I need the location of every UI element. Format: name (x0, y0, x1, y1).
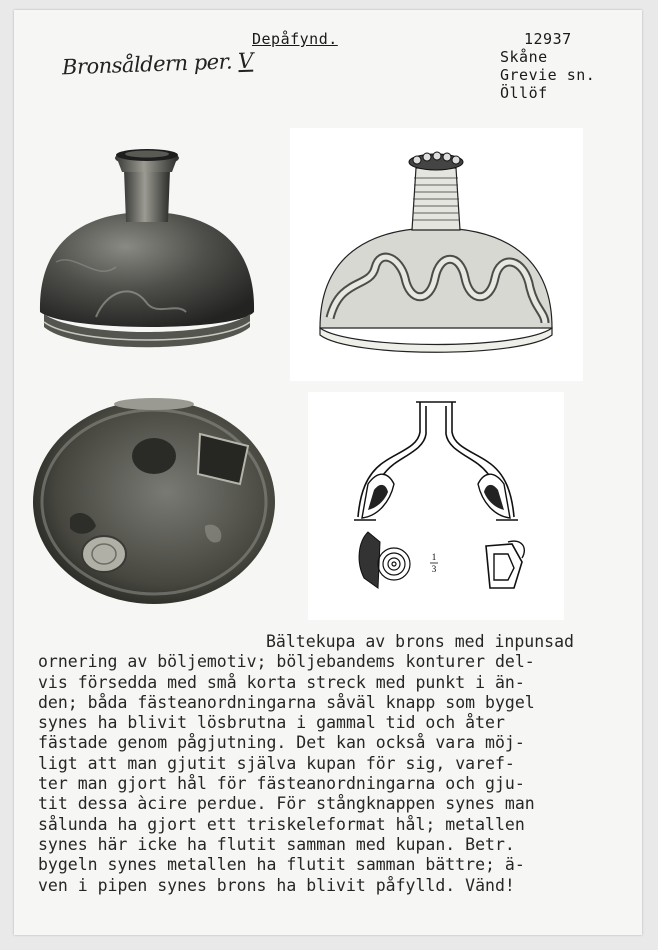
cross-section-drawing (308, 392, 564, 620)
engraving-side-view (290, 128, 583, 381)
scale-numerator: 1 (431, 552, 437, 562)
description-line: ter man gjort hål för fästeanordningarna och gju- (38, 774, 525, 794)
description-line: tit dessa àcire perdue. För stångknappen synes man (38, 794, 535, 814)
site-name: Öllöf (500, 84, 548, 102)
photo-side-view (36, 142, 258, 374)
card-title: Depåfynd. (252, 30, 338, 48)
period-numeral: V (237, 48, 254, 74)
description-text (38, 632, 638, 896)
description-line: vis försedda med små korta streck med punkt i än- (38, 672, 525, 692)
description-line: ornering av böljemotiv; böljebandems konturer del- (38, 652, 535, 672)
description-line: bygeln synes metallen ha flutit samman bättre; ä- (38, 855, 525, 875)
description-line: den; båda fästeanordningarna såväl knapp som bygel (38, 692, 535, 712)
catalog-info (500, 30, 595, 102)
parish: Grevie sn. (500, 66, 596, 84)
description-line: synes här icke ha flutit samman med kupan. Betr. (38, 834, 515, 854)
catalog-number: 12937 (524, 30, 572, 48)
province: Skåne (500, 48, 548, 66)
description-line: sålunda ha gjort ett triskeleformat hål; metallen (38, 814, 525, 834)
description-line: ligt att man gjutit själva kupan för sig, varef- (38, 753, 515, 773)
description-line: fästade genom pågjutning. Det kan också vara möj- (38, 733, 525, 753)
scale-denominator: 3 (431, 564, 437, 574)
handwritten-label: Bronsåldern per. (61, 49, 233, 80)
concentric-knob-detail (378, 548, 410, 580)
description-line: synes ha blivit lösbrutna i gammal tid och åter (38, 713, 505, 733)
photo-underside-view (30, 396, 278, 608)
description-line: Bältekupa av brons med inpunsad (266, 632, 574, 651)
description-line: ven i pipen synes brons ha blivit påfylld. Vänd! (38, 875, 515, 895)
